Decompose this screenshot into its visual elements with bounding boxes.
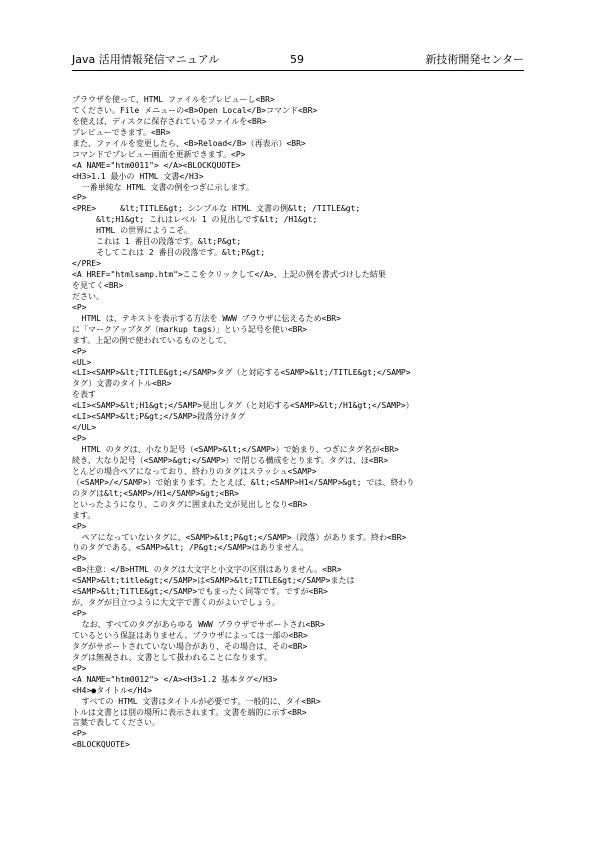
source-line: そしてこれは 2 番目の段落です。&lt;P&gt; [72, 248, 266, 258]
source-line: <P> [72, 434, 87, 444]
source-line: HTML のタグは、小なり記号（<SAMP>&lt;</SAMP>）で始まり、つぎにタグ名が<BR> [72, 445, 399, 454]
source-line: <B>注意：</B>HTML のタグは大文字と小文字の区別はありません。<BR> [72, 565, 342, 575]
source-line: <H3>1.1 最小の HTML 文書</H3> [72, 171, 204, 181]
source-line: <LI><SAMP>&lt;P&gt;</SAMP>段落分けタグ [72, 412, 246, 422]
source-line: <SAMP>&lt;title&gt;</SAMP>は<SAMP>&lt;TITLE&gt;</SAMP>または [72, 576, 355, 586]
source-line: ブラウザを使って、HTML ファイルをプレビューし<BR> [72, 95, 275, 104]
source-line: を使えば、ディスクに保存されているファイルを<BR> [72, 116, 267, 126]
source-line: すべての HTML 文書はタイトルが必要です。一般的に、タイ<BR> [72, 696, 321, 706]
organization-name: 新技術開発センター [425, 53, 524, 66]
source-line: <SAMP>&lt;TiTlE&gt;</SAMP>でもまったく同等です。ですが<BR> [72, 587, 328, 597]
page-number: 59 [290, 53, 304, 66]
source-line: <A HREF="htmlsamp.htm">ここをクリックして</A>、上記の例を書式づけした結果 [72, 270, 386, 279]
source-line: <P> [72, 302, 87, 312]
source-line: とんどの場合ペアになっており、終わりのタグはスラッシュ<SAMP> [72, 466, 317, 476]
source-line: が、タグが目立つように大文字で書くのがよいでしょう。 [72, 598, 280, 608]
source-line: </UL> [72, 423, 97, 433]
source-line: タグ）文書のタイトル<BR> [72, 379, 172, 389]
page-header [72, 53, 524, 69]
source-line: りのタグである、<SAMP>&lt; /P&gt;</SAMP>はありません。 [72, 543, 309, 553]
source-line: <P> [72, 609, 87, 619]
source-line: <P> [72, 346, 87, 356]
source-line: <LI><SAMP>&lt;TITLE&gt;</SAMP>タグ（と対応する<SAMP>&lt;/TITLE&gt;</SAMP> [72, 368, 411, 378]
source-line: <P> [72, 663, 87, 673]
source-line: <UL> [72, 357, 92, 367]
source-line: HTML の世界にようこそ。 [72, 226, 193, 236]
source-line: てください。File メニューの<B>Open Local</B>コマンド<BR> [72, 105, 318, 115]
source-line: に「マークアップタグ（markup tags）」という記号を使い<BR> [72, 324, 308, 334]
source-line: <A NAME="htm0012"> </A><H3>1.2 基本タグ</H3> [72, 674, 278, 684]
source-line: 言葉で表してください。 [72, 718, 160, 728]
source-line: <PRE> &lt;TITLE&gt; シンプルな HTML 文書の例&lt; /TITLE&gt; [72, 204, 361, 214]
header-rule [72, 70, 524, 71]
source-line: を見てく<BR> [72, 280, 124, 290]
source-line: コマンドでプレビュー画面を更新できます。<P> [72, 149, 246, 159]
source-line: &lt;H1&gt; これはレベル 1 の見出しです&lt; /H1&gt; [72, 215, 318, 225]
source-line: タグは無視され、文書として扱われることになります。 [72, 652, 272, 662]
source-line: トルは文書とは別の場所に表示されます。文書を端的に示す<BR> [72, 707, 307, 717]
source-line: また、ファイルを変更したら、<B>Reload</B>（再表示）<BR> [72, 138, 306, 148]
source-line: （<SAMP>/</SAMP>）で始まります。たとえば、&lt;<SAMP>H1</SAMP>&gt; では、終わり [72, 477, 415, 487]
source-line: 一番単純な HTML 文書の例をつぎに示します。 [72, 182, 254, 192]
source-line: <P> [72, 193, 87, 203]
source-line: これは 1 番目の段落です。&lt;P&gt; [72, 237, 242, 247]
source-line: プレビューできます。<BR> [72, 127, 171, 137]
source-line: <P> [72, 729, 87, 739]
source-line: <BLOCKQUOTE> [72, 740, 130, 750]
html-source-listing [72, 95, 532, 751]
source-line: <P> [72, 554, 87, 564]
running-title: Java 活用情報発信マニュアル [72, 53, 220, 66]
source-line: <H4>●タイトル</H4> [72, 685, 153, 695]
source-line: 続き、大なり記号（<SAMP>&gt;</SAMP>）で閉じる構成をとります。タグは、ほ<BR> [72, 455, 389, 465]
source-line: といったようになり、このタグに囲まれた文が見出しとなり<BR> [72, 499, 308, 509]
source-line: <A NAME="htm0011"> </A><BLOCKQUOTE> [72, 160, 241, 170]
source-line: のタグは&lt;<SAMP>/H1</SAMP>&gt;<BR> [72, 488, 239, 498]
source-line: ださい。 [72, 291, 104, 301]
source-line: <LI><SAMP>&lt;H1&gt;</SAMP>見出しタグ（と対応する<SAMP>&lt;/H1&gt;</SAMP>） [72, 401, 414, 411]
source-line: HTML は、テキストを表示する方法を WWW ブラウザに伝えるため<BR> [72, 313, 341, 323]
source-line: ペアになっていないタグに、<SAMP>&lt;P&gt;</SAMP>（段落）があります。終わ<BR> [72, 532, 407, 542]
source-line: ているという保証はありません。ブラウザによっては一部の<BR> [72, 630, 308, 640]
source-line: </PRE> [72, 259, 101, 269]
source-line: <P> [72, 521, 87, 531]
source-line: タグがサポートされていない場合があり、その場合は、その<BR> [72, 641, 308, 651]
source-line: を表す [72, 390, 96, 400]
source-line: ます。 [72, 510, 96, 520]
source-line: ます。上記の例で使われているものとして、 [72, 335, 232, 345]
source-line: なお、すべてのタグがあらゆる WWW ブラウザでサポートされ<BR> [72, 620, 325, 629]
